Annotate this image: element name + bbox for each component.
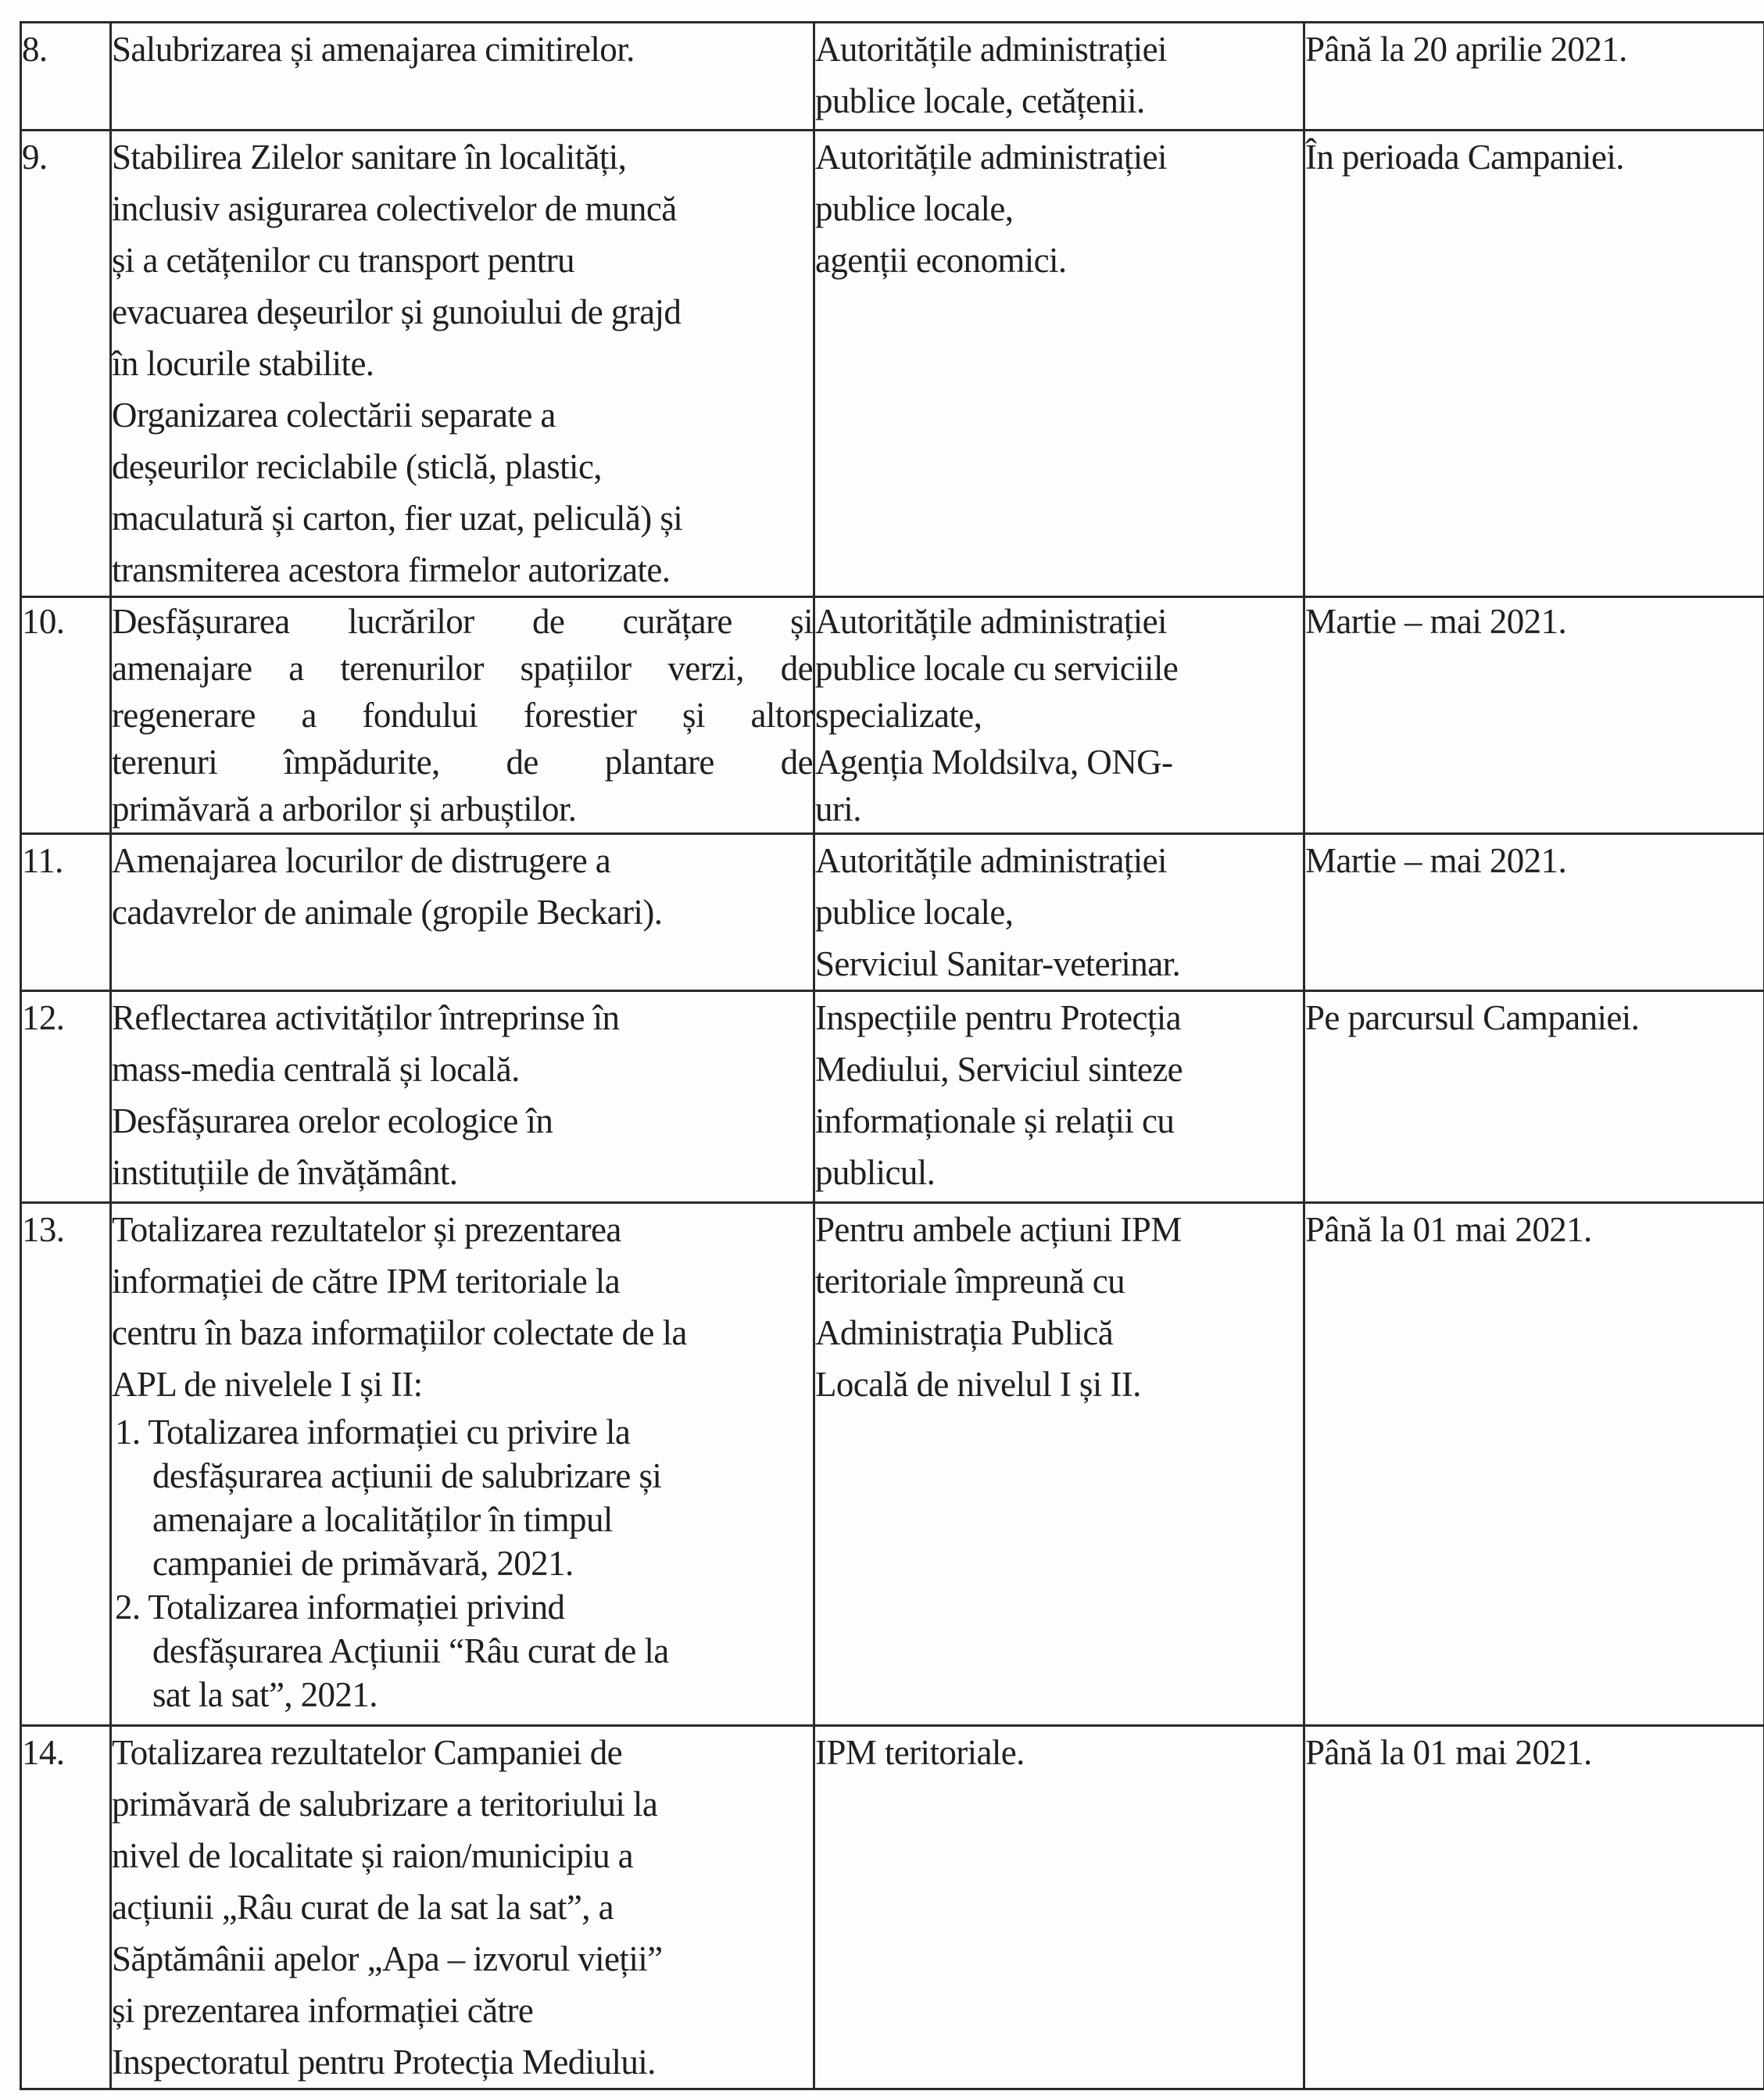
table-row — [21, 991, 1764, 1203]
table-row — [21, 23, 1764, 131]
table-row — [21, 834, 1764, 991]
row-number: 9. — [21, 131, 111, 597]
activity-table — [20, 21, 1764, 2090]
row-number: 14. — [21, 1726, 111, 2089]
list-marker: 2. — [115, 1588, 141, 1627]
action-cell: Amenajarea locurilor de distrugere a cadavrelor de animale (gropile Beckari). — [111, 834, 814, 991]
row-number: 11. — [21, 834, 111, 991]
table-row — [21, 1726, 1764, 2089]
responsible-cell: Autoritățile administrației publice locale cu serviciile specializate, Agenția Moldsilva, ONG- uri. — [814, 597, 1304, 834]
action-cell: Totalizarea rezultatelor și prezentarea informației de către IPM teritoriale la centru în baza informațiilor colectate de la APL de nivelele I și II: 1. Totalizarea informației cu privire la desfășurarea acțiunii de salubrizare și amenajare a localităților în timpul campaniei de primăvară, 2021. 2. Totalizarea informației privind desfășurarea Acțiunii “Râu curat de la sat la sat”, 2021. — [111, 1203, 814, 1726]
responsible-cell: Inspecțiile pentru Protecția Mediului, Serviciul sinteze informaționale și relații cu publicul. — [814, 991, 1304, 1203]
row-number: 12. — [21, 991, 111, 1203]
list-item: 1. Totalizarea informației cu privire la desfășurarea acțiunii de salubrizare și amenajare a localităților în timpul campaniei de primăvară, 2021. — [115, 1412, 662, 1583]
row-number: 10. — [21, 597, 111, 834]
action-cell: Salubrizarea și amenajarea cimitirelor. — [111, 23, 814, 131]
table-row — [21, 1203, 1764, 1726]
responsible-cell: IPM teritoriale. — [814, 1726, 1304, 2089]
deadline-cell: Până la 01 mai 2021. — [1304, 1203, 1764, 1726]
deadline-cell: Pe parcursul Campaniei. — [1304, 991, 1764, 1203]
responsible-cell: Pentru ambele acțiuni IPM teritoriale împreună cu Administrația Publică Locală de nivelul I și II. — [814, 1203, 1304, 1726]
row-number: 8. — [21, 23, 111, 131]
action-cell: Stabilirea Zilelor sanitare în localități, inclusiv asigurarea colectivelor de muncă și a cetățenilor cu transport pentru evacuarea deșeurilor și gunoiului de grajd în locurile stabilite. Organizarea colectării separate a deșeurilor reciclabile (sticlă, plastic, maculatură și carton, fier uzat, peliculă) și transmiterea acestora firmelor autorizate. — [111, 131, 814, 597]
table-row — [21, 597, 1764, 834]
responsible-cell: Autoritățile administrației publice locale, Serviciul Sanitar-veterinar. — [814, 834, 1304, 991]
deadline-cell: Martie – mai 2021. — [1304, 834, 1764, 991]
responsible-cell: Autoritățile administrației publice locale, cetățenii. — [814, 23, 1304, 131]
action-cell: Desfășurarea lucrărilor de curățare și amenajare a terenurilor spațiilor verzi, de regenerare a fondului forestier și altor terenuri împădurite, de plantare de primăvară a arborilor și arbuștilor. — [111, 597, 814, 834]
deadline-cell: Până la 20 aprilie 2021. — [1304, 23, 1764, 131]
list-item: 2. Totalizarea informației privind desfășurarea Acțiunii “Râu curat de la sat la sat”, 2021. — [115, 1588, 669, 1714]
action-cell: Reflectarea activităților întreprinse în mass-media centrală și locală. Desfășurarea orelor ecologice în instituțiile de învățământ. — [111, 991, 814, 1203]
table-row — [21, 131, 1764, 597]
row-number: 13. — [21, 1203, 111, 1726]
responsible-cell: Autoritățile administrației publice locale, agenții economici. — [814, 131, 1304, 597]
deadline-cell: Martie – mai 2021. — [1304, 597, 1764, 834]
list-marker: 1. — [115, 1412, 141, 1452]
deadline-cell: Până la 01 mai 2021. — [1304, 1726, 1764, 2089]
deadline-cell: În perioada Campaniei. — [1304, 131, 1764, 597]
numbered-list — [112, 1410, 813, 1717]
action-cell: Totalizarea rezultatelor Campaniei de primăvară de salubrizare a teritoriului la nivel de localitate și raion/municipiu a acțiunii „Râu curat de la sat la sat”, a Săptămânii apelor „Apa – izvorul vieții” și prezentarea informației către Inspectoratul pentru Protecția Mediului. — [111, 1726, 814, 2089]
